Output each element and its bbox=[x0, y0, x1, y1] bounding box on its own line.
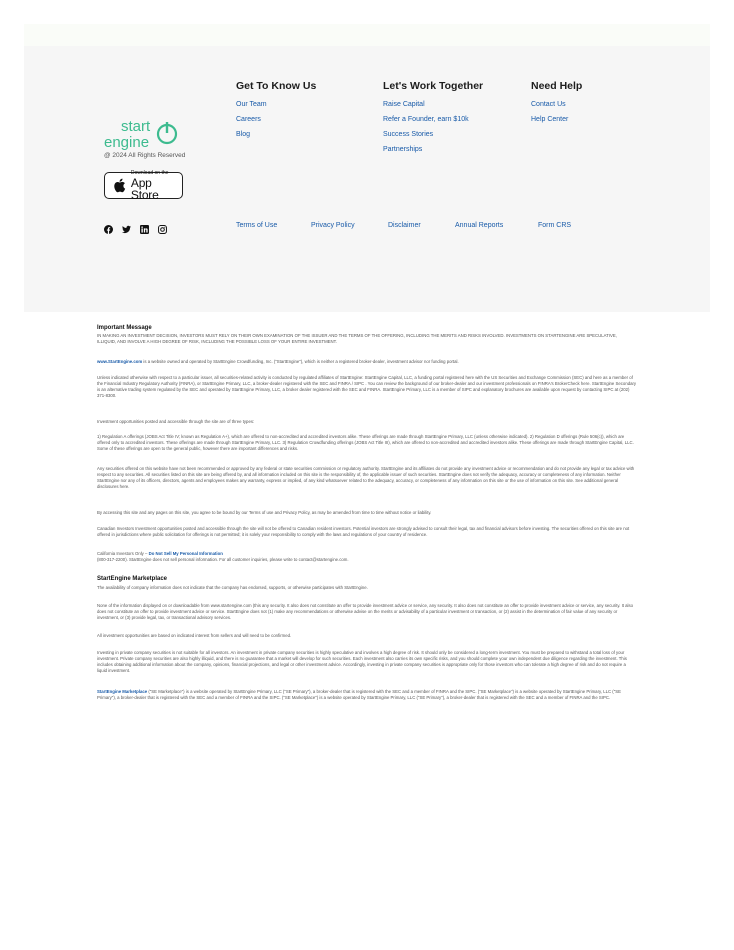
link-contact-us[interactable]: Contact Us bbox=[531, 101, 566, 108]
marketplace-availability-text: The availability of company information does not indicate that the company has endorsed, supports, or otherwise participates with StartEngine. bbox=[97, 585, 368, 590]
startengine-logo[interactable] bbox=[104, 117, 184, 151]
linkedin-icon[interactable] bbox=[140, 221, 149, 230]
link-disclaimer[interactable]: Disclaimer bbox=[388, 222, 421, 229]
important-message-text: IN MAKING AN INVESTMENT DECISION, INVESTORS MUST RELY ON THEIR OWN EXAMINATION OF THE ISSUER AND THE TERMS OF THE OFFERING, INCLUDING THE MERITS AND RISKS INVOLVED. INVESTMENTS ON STARTENGINE ARE SPECULATIVE, ILLIQUID, AND INVOLVE A HIGH DEGREE OF RISK, INCLUDING THE POSSIBLE LOSS OF YOUR ENTIRE INVESTMENT. bbox=[97, 333, 617, 345]
private-securities-risk-text: Investing in private company securities is not suitable for all investors. An investment in private company securities is highly speculative and involves a high degree of risk. It should only be considered a long-term investment. You must be prepared to withstand a total loss of your investment. Private company securities are also highly illiquid, and there is no guarantee that a market will develop for such securities. Each investment also carries its own specific risks, and you should complete your own independent due diligence regarding the investment. This includes obtaining additional information about the company, opinions, financial projections, and legal or other investment advice. Accordingly, investing in private company securities is appropriate only for those investors who can tolerate a high degree of risk and do not require a liquid investment. bbox=[97, 650, 627, 674]
terms-agreement-text: By accessing this site and any pages on this site, you agree to be bound by our Terms of use and Privacy Policy, as may be amended from time to time without notice or liability. bbox=[97, 510, 432, 515]
footer-column-get-to-know-us bbox=[236, 80, 316, 145]
link-blog[interactable]: Blog bbox=[236, 131, 251, 138]
app-store-small-text: Download on the bbox=[130, 169, 169, 176]
column-heading: Get To Know Us bbox=[236, 80, 317, 92]
app-store-big-text: App Store bbox=[130, 175, 159, 202]
social-links bbox=[104, 221, 167, 230]
marketplace-operator-body: ("SE Marketplace") is a website operated by StartEngine Primary, LLC ("SE Primary"), a broker-dealer that is registered with the SEC and a member of FINRA and the SIPC. ("SE Marketplace") is a website operated by StartEngine Primary, LLC ("SE Primary"), a broker-dealer that is registered with the SEC and a member of FINRA and the SIPC. ("SE Marketplace") is a website operated by StartEngine Primary, LLC ("SE Primary"), a broker-dealer that is registered with the SEC and a member of FINRA and the SIPC. bbox=[97, 689, 621, 701]
link-our-team[interactable]: Our Team bbox=[236, 101, 267, 108]
link-form-crs[interactable]: Form CRS bbox=[538, 222, 572, 229]
site-ownership-body: is a website owned and operated by StartEngine Crowdfunding, Inc. ("StartEngine"), which is neither a registered broker-dealer, investment advisor nor funding portal. bbox=[142, 359, 459, 364]
column-heading: Let's Work Together bbox=[383, 80, 484, 92]
link-help-center[interactable]: Help Center bbox=[531, 116, 569, 123]
logo-word-engine: engine bbox=[104, 134, 150, 151]
link-terms-of-use[interactable]: Terms of Use bbox=[236, 222, 278, 229]
link-annual-reports[interactable]: Annual Reports bbox=[455, 222, 504, 229]
do-not-sell-link[interactable]: Do Not Sell My Personal Information bbox=[148, 551, 223, 556]
link-raise-capital[interactable]: Raise Capital bbox=[383, 101, 425, 108]
indicated-interest-text: All investment opportunities are based on indicated interest from sellers and will need to be confirmed. bbox=[97, 633, 292, 638]
no-offer-text: None of the information displayed on or downloadable from www.startengine.com (this any security. It also does not constitute an offer to provide investment advice or service, any security. It also does not constitute an offer to provide investment advice or service, any security. It also does not constitute an offer to provide investment advice or service. StartEngine does not (1) make any recommendations or otherwise advise on the merits or advisability of a particular investment or transaction, or (2) assist in the determination of fair value of any security or investment, or (3) provide legal, tax, or transactional advisory services. bbox=[97, 603, 634, 621]
footer-column-lets-work-together bbox=[383, 80, 483, 160]
facebook-icon[interactable] bbox=[104, 221, 113, 230]
california-body: (800-317-2200). StartEngine does not sell personal information. For all customer inquiries, please write to contact@startengine.com. bbox=[97, 557, 349, 563]
regulation-offerings-text: 1) Regulation A offerings (JOBS Act Title IV; known as Regulation A+), which are offered to non-accredited and accredited investors alike. These offerings are made through StartEngine Primary, LLC (unless otherwise indicated). 2) Regulation D offerings (Rule 506(c)), which are offered only to accredited investors. These offerings are made through StartEngine Primary, LLC. 3) Regulation Crowdfunding offerings (JOBS Act Title III), which are offered to non-accredited and accredited investors alike. These offerings are made through StartEngine Capital, LLC. Some of these offerings are open to the general public, however there are important differences and risks. bbox=[97, 434, 634, 452]
footer-column-need-help bbox=[531, 80, 582, 130]
california-label: California Investors Only – bbox=[97, 551, 149, 556]
site-ownership-text bbox=[97, 359, 637, 365]
instagram-icon[interactable] bbox=[158, 221, 167, 230]
canadian-investors-text: Canadian Investors Investment opportunities posted and accessible through the site will not be offered to Canadian resident investors. Potential investors are strongly advised to consult their legal, tax and financial advisors before investing. The securities offered on this site are not offered in jurisdictions where public solicitation for offerings is not permitted; it is solely your responsibility to comply with the laws and regulations of your country of residence. bbox=[97, 526, 630, 538]
logo-mark bbox=[104, 117, 184, 151]
california-investors-text bbox=[97, 551, 637, 563]
investment-types-text: Investment opportunities posted and accessible through the site are of three types: bbox=[97, 419, 255, 424]
logo-word-start: start bbox=[121, 118, 151, 135]
securities-disclaimer-text: Any securities offered on this website have not been recommended or approved by any federal or state securities commission or regulatory authority. StartEngine and its affiliates do not provide any investment advice or recommendation and do not provide any legal or tax advice with respect to any securities. All securities listed on this site are being offered by, and all information included on this site is the responsibility of, the applicable issuer of such securities. StartEngine does not verify the adequacy, accuracy or completeness of any information. Neither StartEngine nor any of its officers, directors, agents and employees makes any warranty, express or implied, of any kind whatsoever related to the adequacy, accuracy, or completeness of any information on this site or the use of information on this site. See additional general disclosures here. bbox=[97, 466, 635, 490]
column-heading: Need Help bbox=[531, 80, 583, 92]
twitter-icon[interactable] bbox=[122, 221, 131, 230]
marketplace-operator-text bbox=[97, 689, 637, 701]
link-partnerships[interactable]: Partnerships bbox=[383, 146, 423, 153]
marketplace-title: StartEngine Marketplace bbox=[97, 576, 168, 582]
link-success-stories[interactable]: Success Stories bbox=[383, 131, 434, 138]
app-store-badge[interactable] bbox=[104, 169, 183, 202]
link-privacy-policy[interactable]: Privacy Policy bbox=[311, 222, 355, 229]
link-careers[interactable]: Careers bbox=[236, 116, 261, 123]
marketplace-link[interactable]: StartEngine Marketplace bbox=[97, 689, 148, 694]
copyright-text: @ 2024 All Rights Reserved bbox=[104, 152, 186, 159]
startengine-site-link[interactable]: www.StartEngine.com bbox=[97, 359, 143, 364]
important-message-title: Important Message bbox=[97, 325, 152, 331]
link-refer-founder[interactable]: Refer a Founder, earn $10k bbox=[383, 116, 469, 123]
apple-icon bbox=[113, 178, 126, 193]
regulated-affiliates-text: Unless indicated otherwise with respect to a particular issuer, all securities-related activity is conducted by regulated affiliates of StartEngine: StartEngine Capital, LLC, a funding portal registered here with the US Securities and Exchange Commission (SEC) and here as a member of the Financial Industry Regulatory Authority (FINRA), or StartEngine Primary, LLC, a broker-dealer registered with the SEC and FINRA / SIPC . You can review the background of our broker-dealer and our investment professionals on FINRA's BrokerCheck here. StartEngine Secondary is an alternative trading system regulated by the SEC and operated by StartEngine Primary, LLC, a broker dealer registered with the SEC and FINRA. StartEngine Primary, LLC is a member of SIPC and explanatory brochures are available upon request by contacting SIPC at (202) 371-8300. bbox=[97, 375, 637, 399]
top-band bbox=[24, 24, 710, 46]
